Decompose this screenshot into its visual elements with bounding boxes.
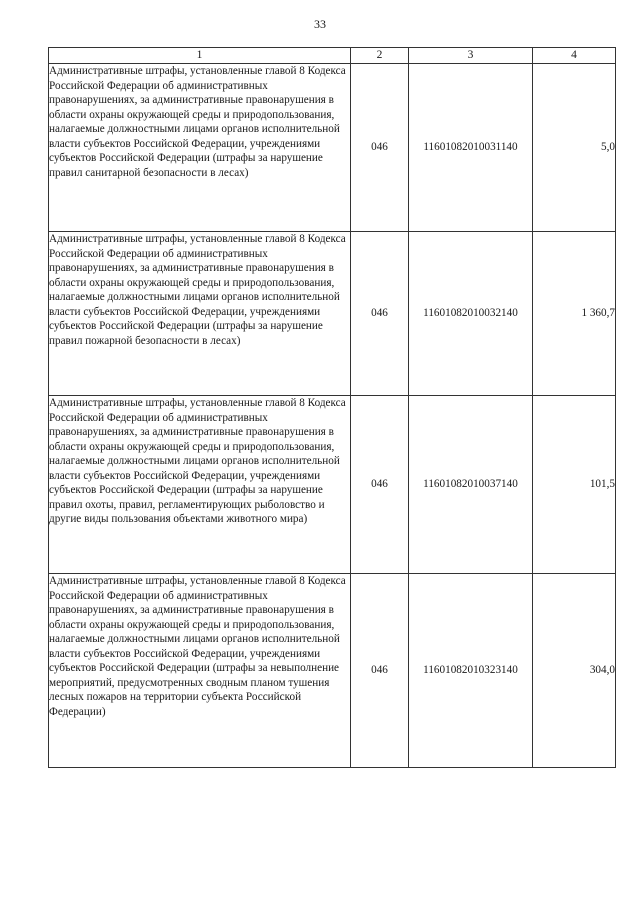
table-header-row — [49, 48, 616, 64]
row-admin-code: 046 — [351, 396, 409, 574]
row-description: Административные штрафы, установленные главой 8 Кодекса Российской Федерации об административных правонарушениях, за административные правонарушения в области охраны окружающей среды и природопользования, налагаемые должностными лицами органов исполнительной власти субъектов Российской Федерации, учреждениями субъектов Российской Федерации (штрафы за нарушение правил охоты, правил, регламентирующих рыболовство и другие виды пользования объектами животного мира) — [49, 396, 351, 574]
revenue-table — [48, 47, 616, 768]
column-header-description: 1 — [49, 48, 351, 64]
column-header-kbk: 3 — [409, 48, 533, 64]
row-amount: 1 360,7 — [533, 232, 616, 396]
row-description: Административные штрафы, установленные главой 8 Кодекса Российской Федерации об административных правонарушениях, за административные правонарушения в области охраны окружающей среды и природопользования, налагаемые должностными лицами органов исполнительной власти субъектов Российской Федерации, учреждениями субъектов Российской Федерации (штрафы за нарушение правил пожарной безопасности в лесах) — [49, 232, 351, 396]
page-number: 33 — [314, 17, 326, 31]
column-header-amount: 4 — [533, 48, 616, 64]
row-kbk: 11601082010031140 — [409, 64, 533, 232]
row-kbk: 11601082010032140 — [409, 232, 533, 396]
row-description: Административные штрафы, установленные главой 8 Кодекса Российской Федерации об административных правонарушениях, за административные правонарушения в области охраны окружающей среды и природопользования, налагаемые должностными лицами органов исполнительной власти субъектов Российской Федерации, учреждениями субъектов Российской Федерации (штрафы за невыполнение мероприятий, предусмотренных сводным планом тушения лесных пожаров на территории субъекта Российской Федерации) — [49, 574, 351, 768]
table-row — [49, 396, 616, 574]
row-admin-code: 046 — [351, 574, 409, 768]
table-row — [49, 232, 616, 396]
row-amount: 5,0 — [533, 64, 616, 232]
row-admin-code: 046 — [351, 232, 409, 396]
table-row — [49, 574, 616, 768]
row-kbk: 11601082010323140 — [409, 574, 533, 768]
row-amount: 101,5 — [533, 396, 616, 574]
row-admin-code: 046 — [351, 64, 409, 232]
row-description: Административные штрафы, установленные главой 8 Кодекса Российской Федерации об административных правонарушениях, за административные правонарушения в области охраны окружающей среды и природопользования, налагаемые должностными лицами органов исполнительной власти субъектов Российской Федерации, учреждениями субъектов Российской Федерации (штрафы за нарушение правил санитарной безопасности в лесах) — [49, 64, 351, 232]
row-amount: 304,0 — [533, 574, 616, 768]
column-header-admin-code: 2 — [351, 48, 409, 64]
row-kbk: 11601082010037140 — [409, 396, 533, 574]
table-row — [49, 64, 616, 232]
